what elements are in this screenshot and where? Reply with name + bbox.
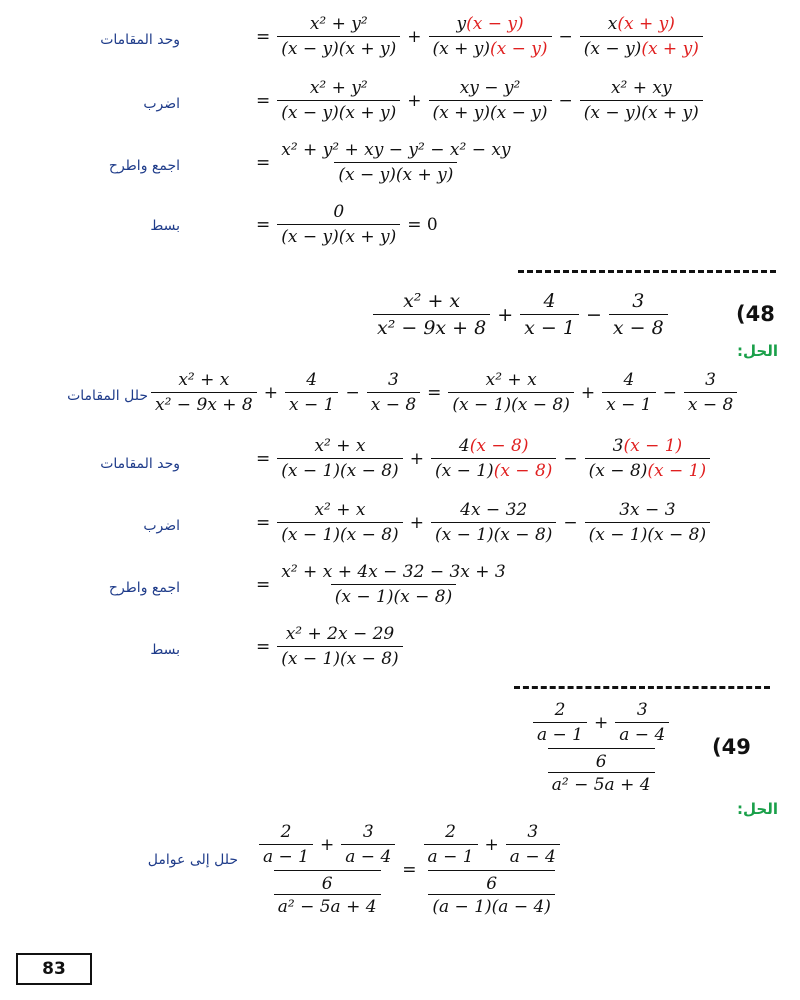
step-label-simplify-1: بسط	[150, 218, 180, 234]
section-divider	[518, 270, 776, 273]
equation-line: = $\frac{\text{x² + x + 4x − 32 − 3x + 3}}{(x - 1)(x - 8)}$	[256, 562, 506, 607]
equation-line: = $\frac{\text{x² + y² + xy − y² − x² − xy}}{(x - y)(x + y)}$	[252, 140, 518, 185]
equation-line: = $\frac{\text{x² + 2x − 29}}{(x - 1)(x - 8)}$	[252, 624, 406, 669]
equation-line: = $\frac{\text{x² + y²}}{(x - y)(x + y)}$ + $\frac{y(x - y)}{(x + y)(x - y)}$ − $\frac{x(x + y)}{(x - y)(x + y)}$	[252, 14, 706, 59]
step-label-multiply-2: اضرب	[143, 518, 180, 534]
equation-line: = $\frac{\text{x² + x}}{(x - 1)(x - 8)}$ + $\frac{4(x - 8)}{(x - 1)(x - 8)}$ − $\frac{3(x - 1)}{(x - 8)(x - 1)}$	[252, 436, 713, 481]
step-label-factor-dens: حلل المقامات	[67, 388, 148, 404]
step-label-add-subtract-1: اجمع واطرح	[108, 158, 180, 174]
equation-line: = $\frac{\text{x² + y²}}{(x - y)(x + y)}$ + $\frac{\text{xy − y²}}{(x + y)(x - y)}$ − $\frac{\text{x² + xy}}{(x - y)(x + y)}$	[252, 78, 706, 123]
solution-label: الحل:	[737, 800, 778, 818]
equation-line: $\frac{2}{a - 1}$ + $\frac{3}{a - 4}$ 6 a² − 5a + 4 = $\frac{2}{a - 1}$ + $\frac{3}{a - 4}$ 6 (a − 1)(a − 4)	[256, 822, 563, 917]
step-label-factor: حلل إلى عوامل	[147, 852, 238, 868]
step-label-unify-1: وحد المقامات	[100, 32, 180, 48]
fraction: $\frac{\text{x² + y²}}{(x - y)(x + y)}$	[277, 14, 400, 59]
fraction: $\frac{\text{x² + xy}}{(x - y)(x + y)}$	[580, 78, 703, 123]
problem-49-expression: $\frac{2}{a - 1}$ + $\frac{3}{a - 4}$ 6 a² − 5a + 4	[530, 700, 672, 795]
equation-line: $\frac{\text{x² + x}}{\text{x² − 9x + 8}}$ + $\frac{4}{x - 1}$ − $\frac{3}{x - 8}$ = $\frac{\text{x² + x}}{(x - 1)(x - 8)}$ + $\frac{4}{x - 1}$ − $\frac{3}{x - 8}$	[148, 370, 740, 415]
page-number: 83	[16, 953, 92, 985]
problem-48-expression: $\frac{\text{x² + x}}{\text{x² − 9x + 8}}$ + $\frac{4}{x - 1}$ − $\frac{3}{x - 8}$	[370, 290, 671, 339]
fraction: $\frac{x(x + y)}{(x - y)(x + y)}$	[580, 14, 703, 59]
section-divider	[514, 686, 770, 689]
problem-number: (48	[736, 302, 775, 326]
fraction: $\frac{y(x - y)}{(x + y)(x - y)}$	[429, 14, 552, 59]
problem-number: (49	[712, 735, 751, 759]
fraction: $\frac{\text{x² + y² + xy − y² − x² − xy}}{(x - y)(x + y)}$	[281, 140, 511, 185]
equals-sign: =	[256, 26, 271, 47]
fraction: $\frac{\text{x² + y²}}{(x - y)(x + y)}$	[277, 78, 400, 123]
step-label-simplify-2: بسط	[150, 642, 180, 658]
step-label-multiply-1: اضرب	[143, 96, 180, 112]
step-label-unify-2: وحد المقامات	[100, 456, 180, 472]
solution-label: الحل:	[737, 342, 778, 360]
equation-line: = $\frac{\text{x² + x}}{(x - 1)(x - 8)}$ + $\frac{4x - 32}{(x - 1)(x - 8)}$ − $\frac{3x - 3}{(x - 1)(x - 8)}$	[252, 500, 713, 545]
fraction: $\frac{\text{xy − y²}}{(x + y)(x - y)}$	[429, 78, 552, 123]
equation-line: = $\frac{0}{(x - y)(x + y)}$ = 0	[256, 202, 438, 247]
fraction: $\frac{0}{(x - y)(x + y)}$	[277, 202, 400, 247]
step-label-add-subtract-2: اجمع واطرح	[108, 580, 180, 596]
